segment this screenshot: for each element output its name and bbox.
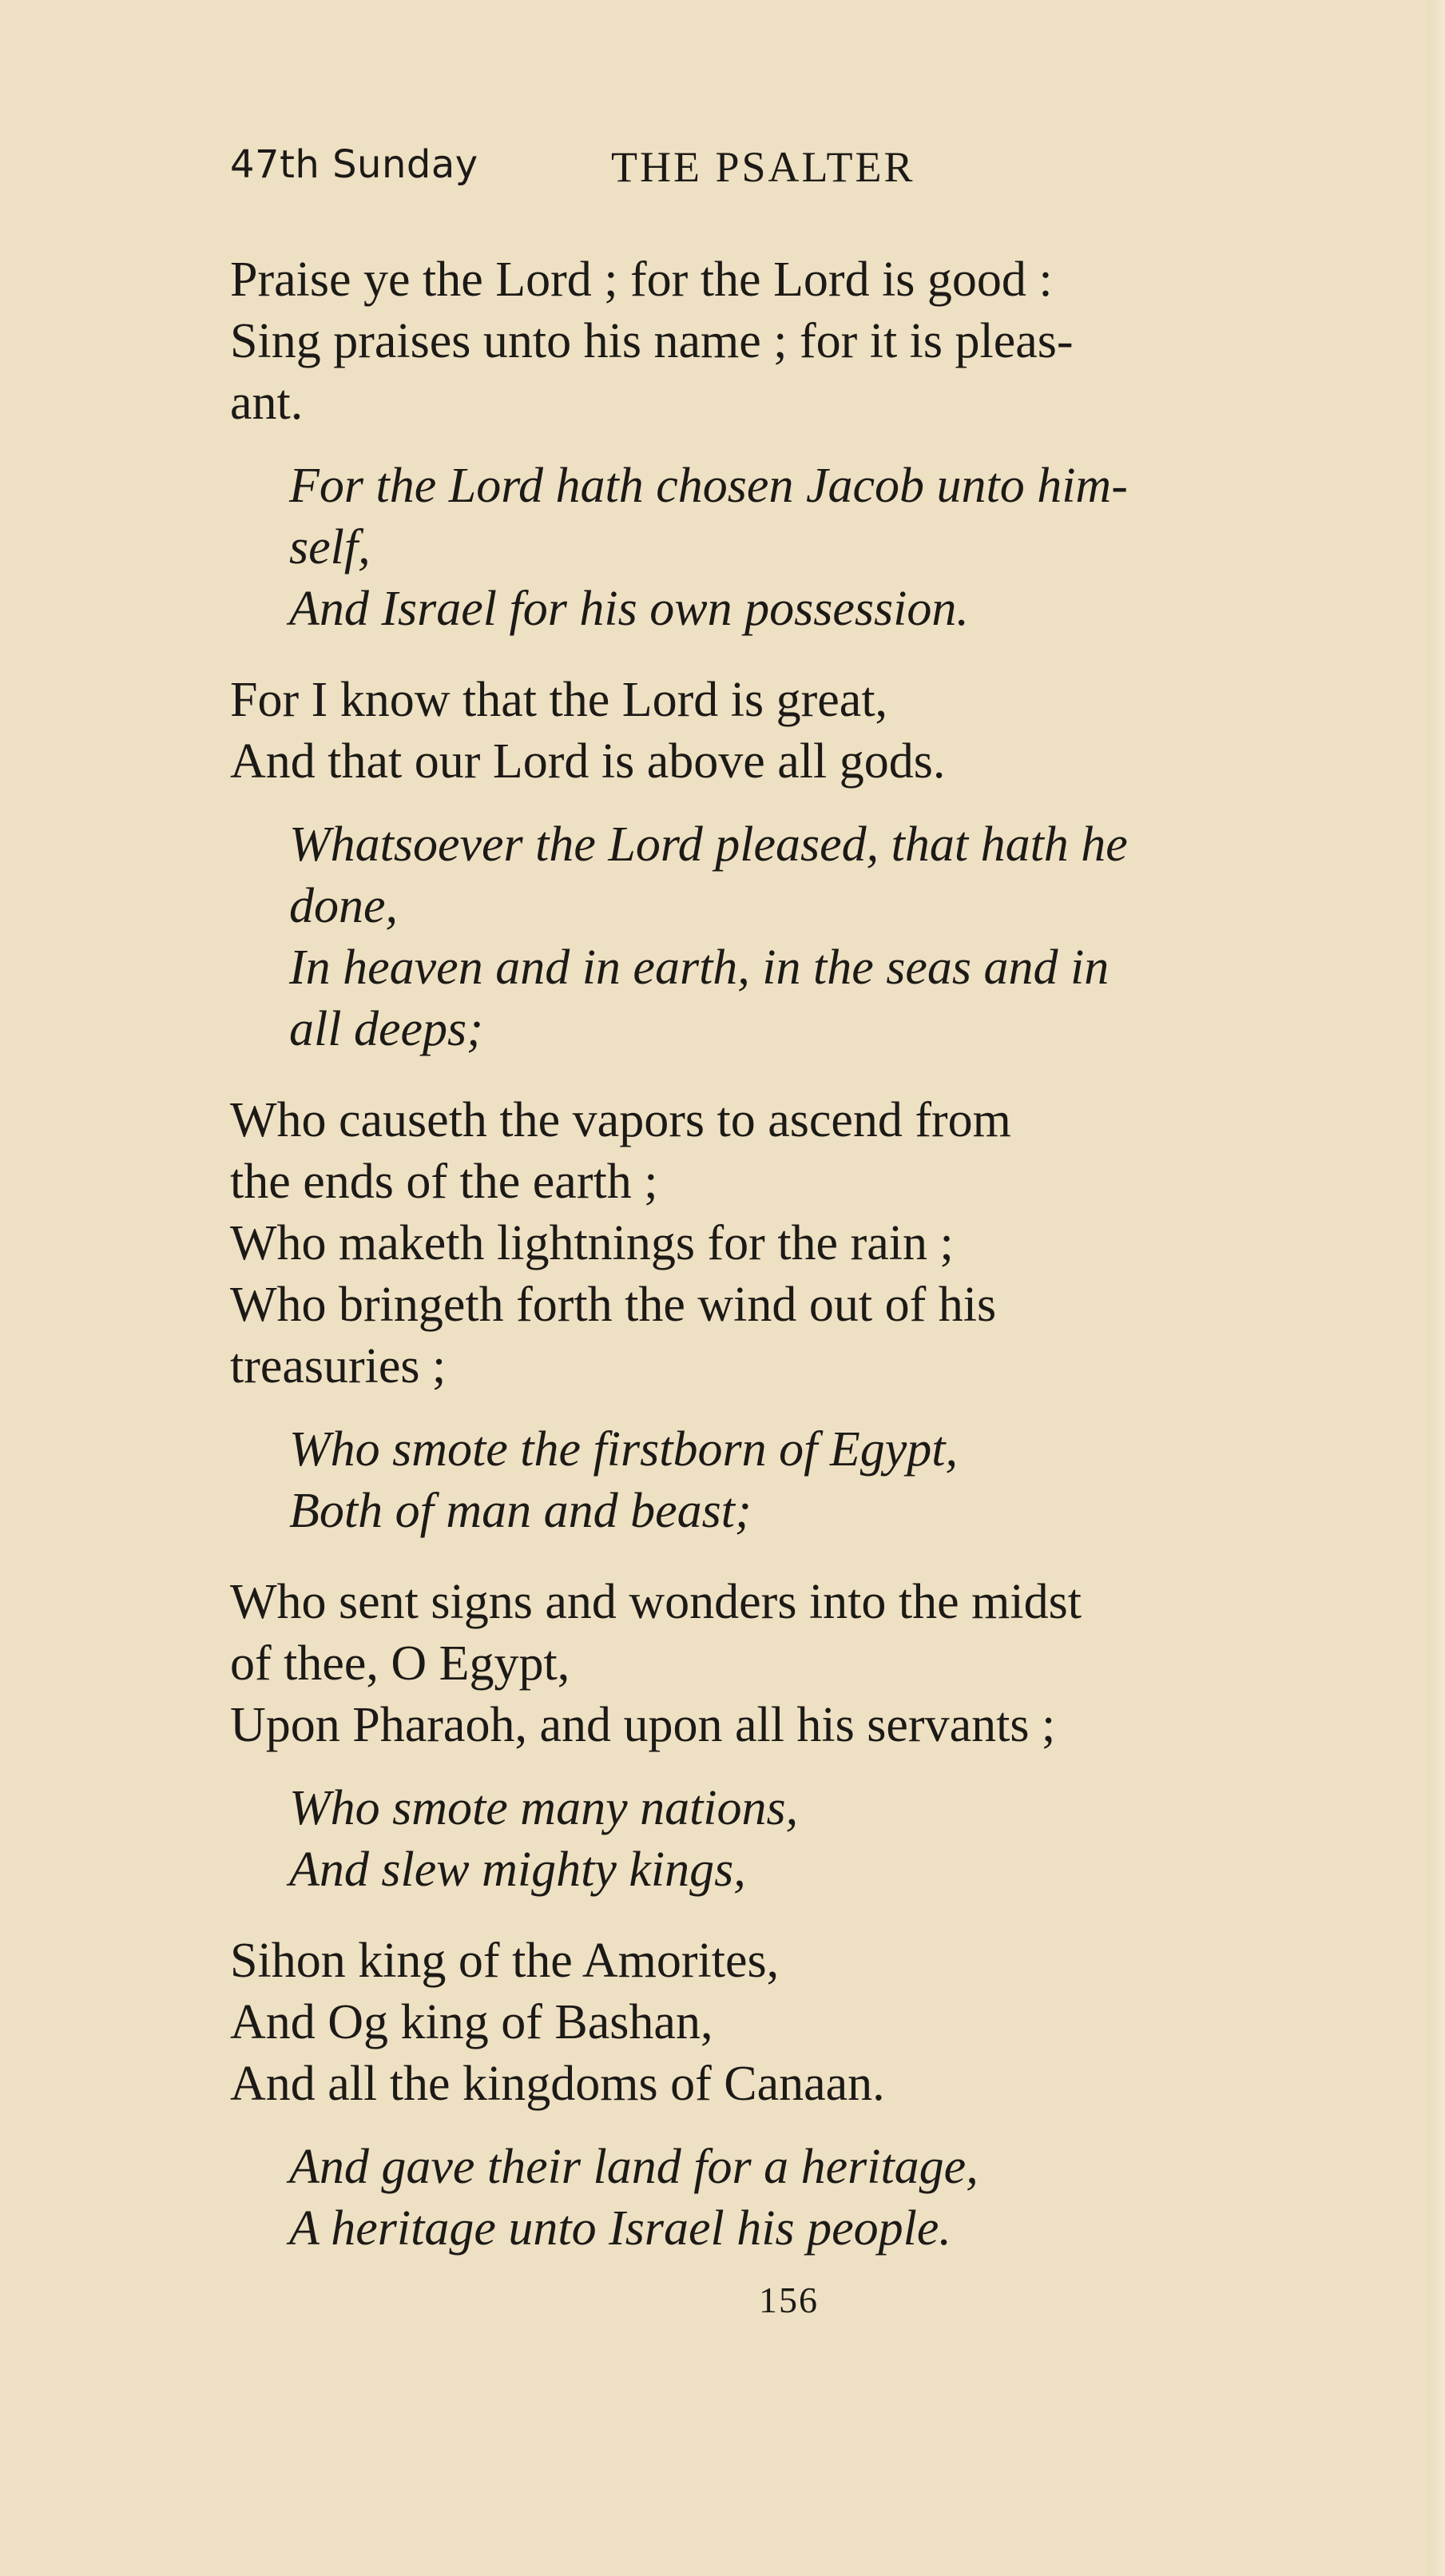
verse-line: Sihon king of the Amorites, [230,1934,780,1988]
stanza-3 [230,670,1364,793]
stanza-6-response [289,1419,1364,1542]
verse-line: A heritage unto Israel his people. [289,2201,951,2256]
verse-line: And that our Lord is above all gods. [230,734,946,789]
verse-line: For I know that the Lord is great, [230,673,888,727]
verse-line: Whatsoever the Lord pleased, that hath he [289,817,1128,872]
verse-line: And all the kingdoms of Canaan. [230,2057,885,2111]
stanza-1 [230,249,1364,434]
psalm-text [230,249,1364,2289]
verse-line: self, [289,520,371,574]
stanza-2-response [289,455,1364,640]
verse-line: And Israel for his own possession. [289,582,969,636]
verse-line: In heaven and in earth, in the seas and in [289,940,1110,995]
verse-line: For the Lord hath chosen Jacob unto him- [289,459,1128,513]
running-head-left: 47th Sunday [230,142,478,187]
verse-line: Praise ye the Lord ; for the Lord is good : [230,252,1053,307]
stanza-5 [230,1090,1364,1397]
stanza-7 [230,1572,1364,1756]
verse-line: Who sent signs and wonders into the midst [230,1575,1082,1629]
running-title: THE PSALTER [611,143,915,191]
page-number: 156 [759,2280,819,2320]
stanza-10-response [289,2137,1364,2260]
verse-line: ant. [230,376,304,430]
verse-line: Sing praises unto his name ; for it is pleas- [230,314,1074,368]
verse-line: Upon Pharaoh, and upon all his servants ; [230,1698,1056,1752]
verse-line: Who maketh lightnings for the rain ; [230,1216,954,1270]
verse-line: Who smote the firstborn of Egypt, [289,1422,958,1477]
verse-line: Who smote many nations, [289,1781,799,1835]
stanza-9 [230,1930,1364,2115]
verse-line: the ends of the earth ; [230,1155,658,1209]
verse-line: done, [289,879,399,933]
verse-line: of thee, O Egypt, [230,1636,570,1691]
verse-line: treasuries ; [230,1339,447,1393]
verse-line: And gave their land for a heritage, [289,2140,979,2194]
stanza-8-response [289,1778,1364,1901]
verse-line: And slew mighty kings, [289,1843,746,1897]
verse-line: Who bringeth forth the wind out of his [230,1278,997,1332]
page-edge [1427,0,1445,2576]
verse-line: all deeps; [289,1002,483,1056]
verse-line: Who causeth the vapors to ascend from [230,1093,1011,1147]
stanza-4-response [289,814,1364,1060]
verse-line: Both of man and beast; [289,1484,752,1538]
verse-line: And Og king of Bashan, [230,1995,713,2049]
